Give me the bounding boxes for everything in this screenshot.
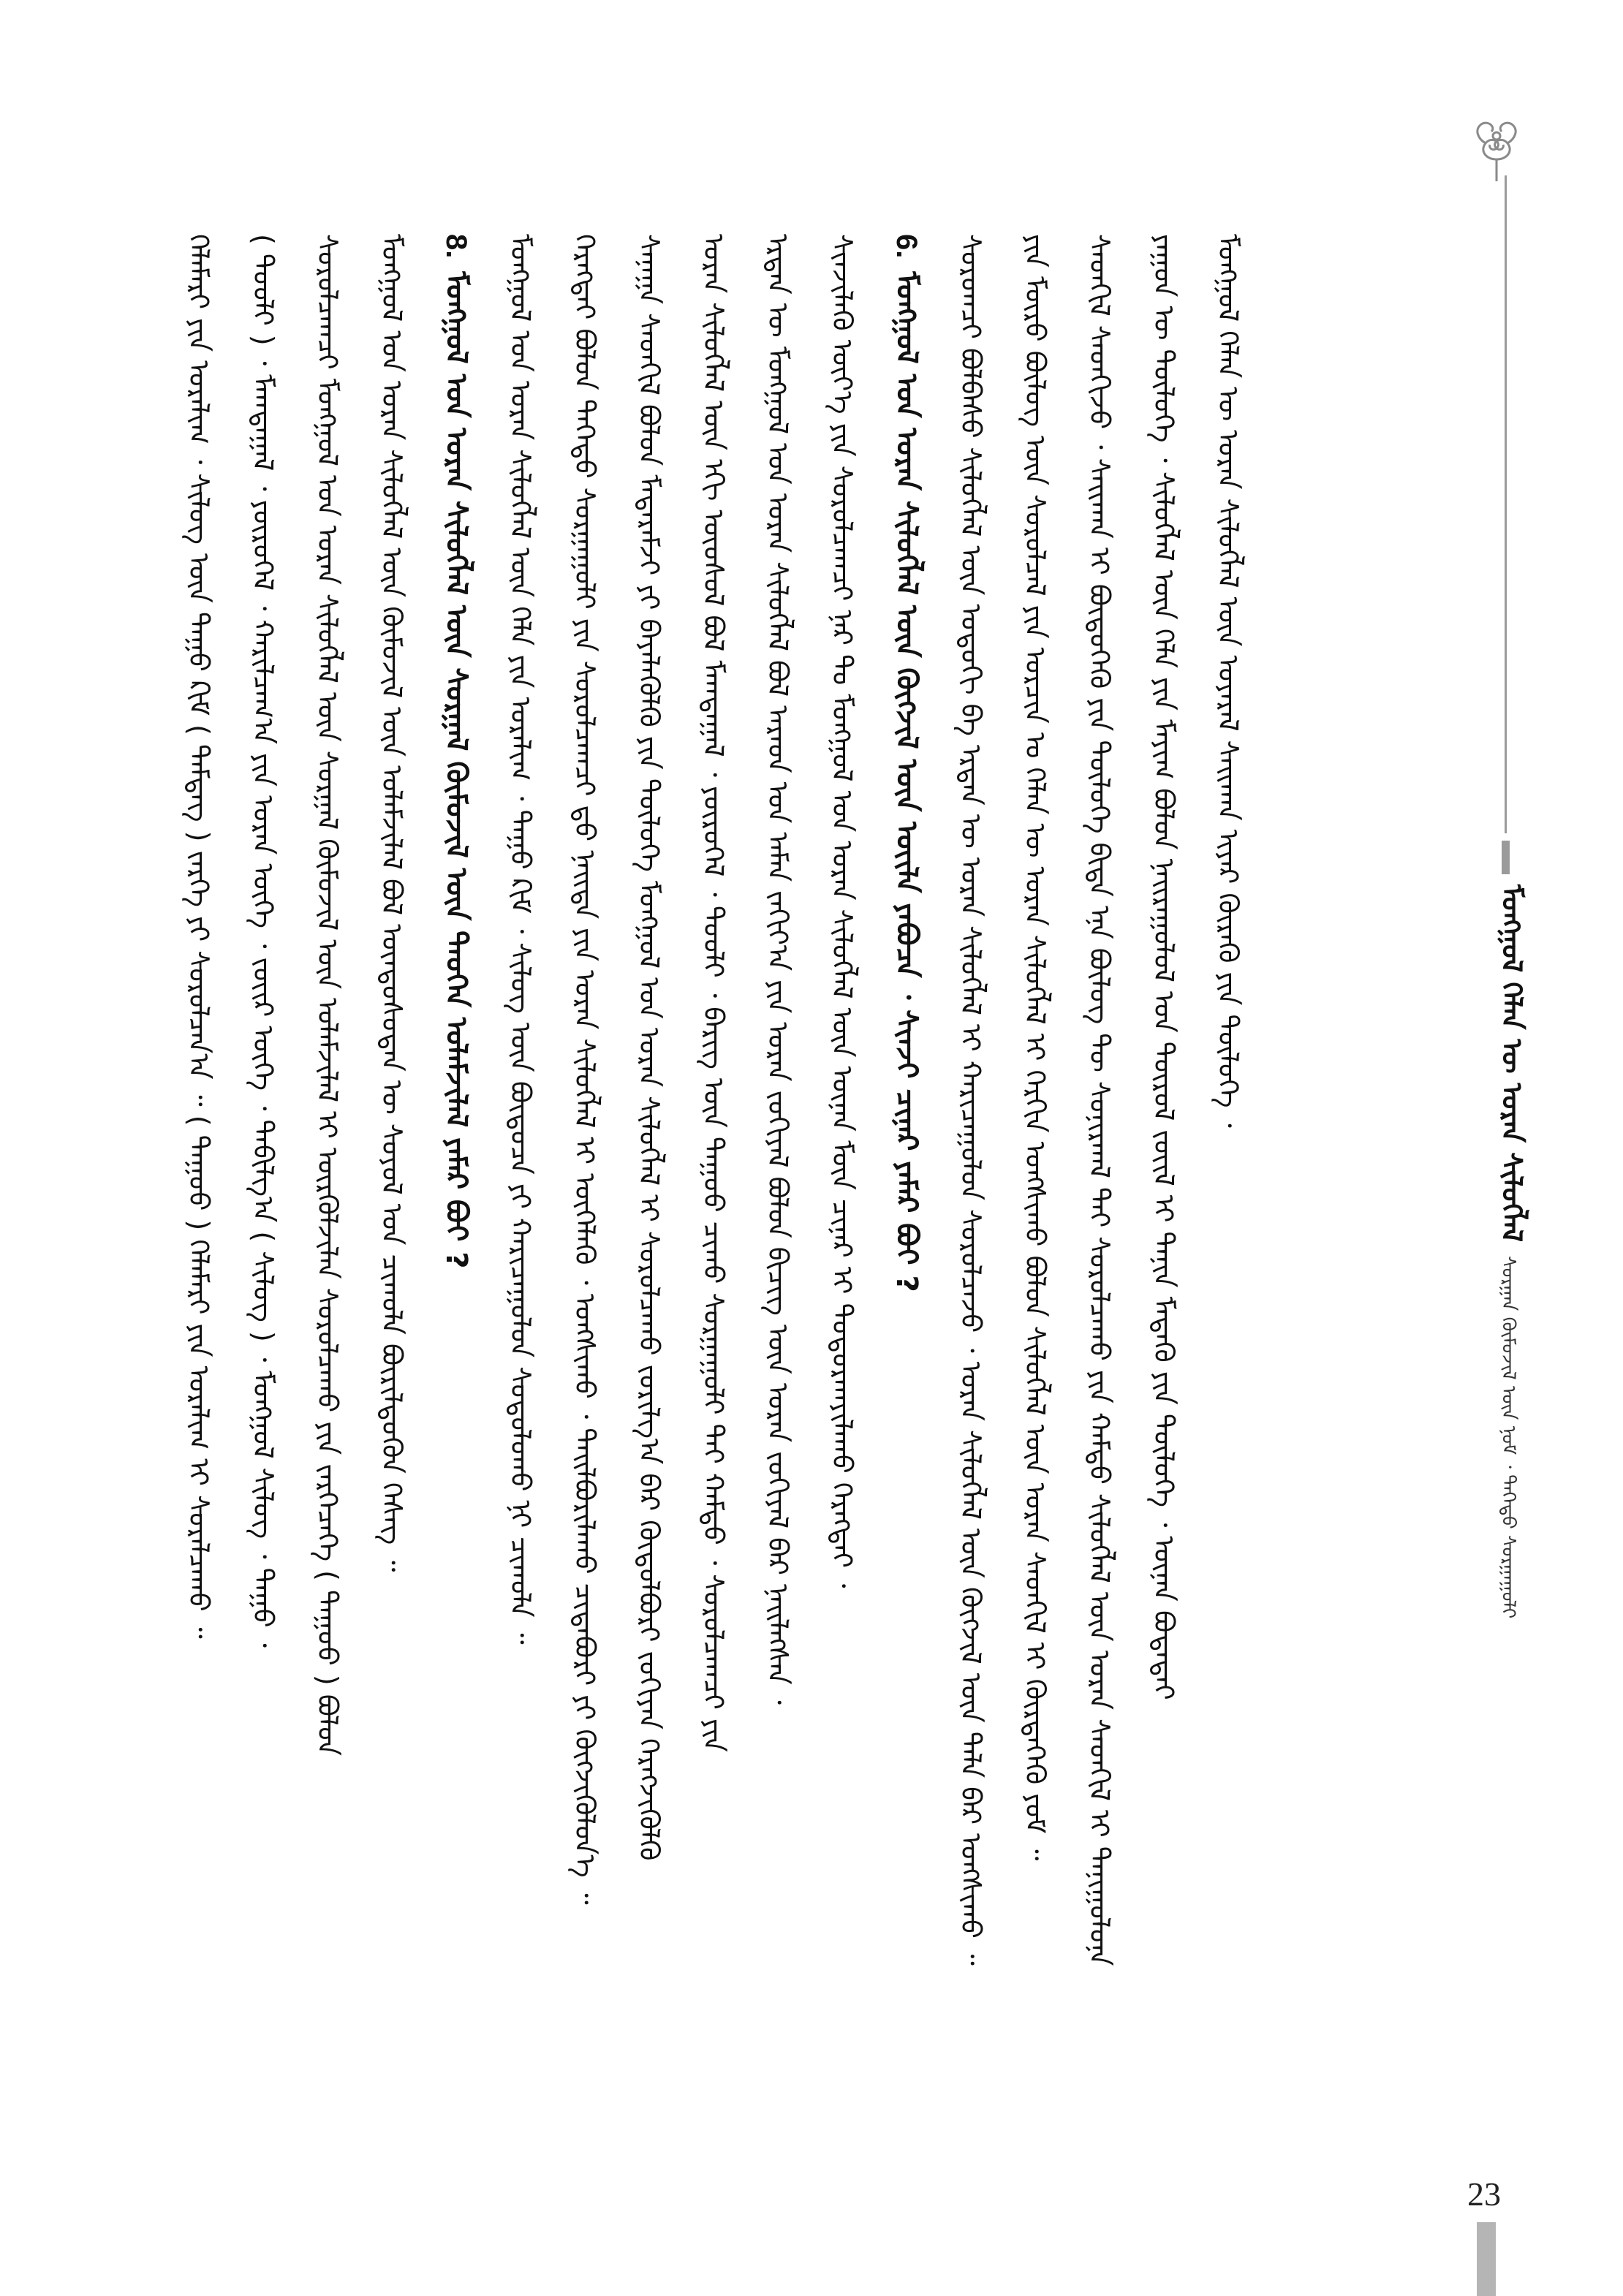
flourish-ornament-icon	[1464, 117, 1529, 183]
column-text	[306, 234, 349, 2164]
column-text	[1078, 234, 1121, 2164]
column-body: ᠰᠢᠨᠵᠢᠯᠡᠬᠦ ᠦᠶ᠎ᠡ ᠶᠢᠨ ᠰᠤᠷᠤᠯᠴᠠᠭᠴᠢ ᠨᠠᠷ ᠲᠤ ᠮᠣᠩᠭᠣᠯ ᠤᠨ ᠤᠷᠠᠨ ᠰᠢᠯᠦᠭᠯᠡᠯ ᠦᠨ ᠦᠨᠡᠨ ᠮᠥᠨ ᠴᠢᠨᠠᠷ ᠢ ᠲᠣᠳᠤᠷᠬᠠᠶᠢᠯᠠᠬᠤ ᠬᠡᠷᠡᠭᠲᠡᠢ ᠂	[826, 234, 858, 1588]
column-text	[434, 234, 478, 2164]
column-body: ᠶᠢᠨ ᠮᠥᠷᠥ ᠪᠦᠯᠦᠭ ᠦᠨ ᠰᠤᠷᠤᠯᠴᠠᠯ ᠶᠢᠨ ᠣᠷᠴᠢᠨ ᠤ ᠬᠡᠯᠡᠨ ᠦ ᠤᠷᠠᠨ ᠰᠢᠯᠦᠭᠯᠡᠯ ᠢ ᠬᠡᠷᠬᠢᠨ ᠤᠩᠰᠢᠬᠤ ᠪᠣᠯᠤᠨ ᠰᠢᠯᠦᠭᠯᠡᠯ ᠦᠨ ᠤᠷᠠᠨ ᠰᠡᠳᠬᠢᠯ ᠢ ᠬᠦᠷᠲᠡᠭᠡᠬᠦ ᠶᠤᠮ ᠃	[1019, 234, 1051, 1861]
column-text	[241, 234, 285, 2164]
column-text	[1206, 234, 1250, 2164]
running-head-text	[1491, 884, 1527, 2296]
text-column	[756, 234, 800, 2164]
text-column	[692, 234, 735, 2164]
column-body: ᠶᠠᠭᠤᠨ ᠦ ᠲᠥᠯᠥᠭᠡ ᠂ ᠰᠢᠯᠦᠭᠯᠡᠯ ᠦᠨ ᠬᠡᠯᠡ ᠶᠢᠨ ᠮᠠᠶᠢᠭ ᠪᠣᠯᠤᠨ ᠨᠠᠢᠷᠠᠭᠤᠯᠤᠯ ᠤᠨ ᠲᠥᠷᠥᠯ ᠵᠦᠢᠯ ᠢ ᠲᠠᠨᠢᠨ ᠮᠡᠳᠡᠬᠦ ᠶᠢᠨ ᠲᠥᠯᠥᠭᠡ ᠂ ᠦᠨᠡᠨ ᠪᠣᠳᠠᠲᠠᠢ	[1148, 234, 1180, 1700]
column-text	[885, 234, 928, 2164]
running-head	[1466, 884, 1528, 1619]
header-rule	[1505, 175, 1507, 833]
column-body: ᠮᠣᠩᠭᠣᠯ ᠬᠡᠯᠡᠨ ᠦ ᠤᠷᠠᠨ ᠰᠢᠯᠦᠭᠯᠡᠯ ᠦᠨ ᠤᠶᠠᠷᠠᠯ ᠰᠠᠢᠬᠠᠨ ᠢᠶᠠᠷ ᠬᠦᠷᠡᠬᠦ ᠶᠢᠨ ᠲᠥᠯᠥᠭᠡ ᠂	[1212, 234, 1244, 1128]
column-text	[692, 234, 735, 2164]
column-body: ᠮᠣᠩᠭᠣᠯ ᠤᠨ ᠤᠷᠠᠨ ᠰᠢᠯᠦᠭᠯᠡᠯ ᠦᠨ ᠬᠦᠮᠦᠵᠢᠯ ᠦᠨ ᠤᠯᠠᠮᠵᠢᠯᠠᠯ ᠪᠣᠯ ᠦᠨᠳᠦᠰᠦᠲᠡᠨ ᠦ ᠰᠣᠶᠣᠯ ᠤᠨ ᠴᠢᠬᠤᠯᠠ ᠪᠦᠷᠢᠯᠳᠦᠬᠦᠨ ᠬᠡᠰᠡᠭ ᠃	[376, 234, 408, 1572]
text-column	[563, 234, 607, 2164]
column-text	[1142, 234, 1186, 2164]
column-body: ᠤᠷᠠᠨ ᠰᠢᠯᠦᠭᠯᠡᠯ ᠦᠨ ᠡᠬᠢ ᠦᠦᠰᠦᠯ ᠪᠣᠯ ᠮᠠᠭᠲᠠᠭᠠᠯ ᠂ ᠶᠥᠷᠦᠭᠡᠯ ᠂ ᠲᠤᠤᠯᠢ ᠂ ᠪᠡᠷᠢᠭ ᠦᠨ ᠳᠠᠭᠤᠤ ᠴᠢᠬᠤ ᠰᠤᠷᠭᠠᠭᠤᠯᠢ ᠲᠠᠢ ᠬᠠᠮᠲᠤ ᠂ ᠰᠤᠷᠤᠯᠴᠠᠭᠴᠢ ᠶᠢᠨ	[697, 234, 730, 1752]
running-head-title: ᠮᠣᠩᠭᠣᠯ ᠬᠡᠯᠡᠨ ᠦ ᠤᠷᠠᠨ ᠰᠢᠯᠦᠭᠯᠡᠯ	[1496, 884, 1528, 1243]
column-body: ᠬᠡᠯᠡᠮᠡᠷᠢ ᠶᠢᠨ ᠤᠷᠠᠯᠢᠭ ᠂ ᠰᠢᠯᠦᠭ ᠦᠨ ᠳᠠᠭᠤ ᠺᠢᠮ ( ᠲᠡᠮᠳᠡᠭ ) ᠵᠡᠷᠭᠡ ᠶᠢ ᠰᠤᠷᠤᠯᠴᠠᠨ᠎ᠠ ᠃ ( ᠳᠠᠭᠤᠤ ) ᠬᠡᠯᠡᠮᠡᠷᠢ ᠶᠢᠨ ᠤᠷᠠᠯᠢᠭ ᠢ ᠰᠤᠷᠠᠯᠴᠠᠬᠤ ᠃	[183, 234, 215, 1639]
page-edge-tab	[1477, 2222, 1496, 2296]
column-text	[177, 234, 221, 2164]
column-body: ( ᠲᠤᠤᠯᠢ ) ᠂ ᠮᠠᠭᠲᠠᠭᠠᠯ ᠂ ᠶᠥᠷᠦᠭᠡᠯ ᠂ ᠬᠠᠷᠢᠯᠴᠠᠭ᠎ᠠ ᠶᠢᠨ ᠤᠷᠠᠨ ᠦᠭᠡ ᠂ ᠵᠦᠢᠷ ᠦᠭᠡ ᠂ ᠲᠠᠪᠢᠯᠭ᠎ᠠ ( ᠰᠢᠯᠦᠭ ) ᠂ ᠮᠣᠩᠭᠣᠯ ᠰᠢᠯᠦᠭ ᠂ ᠳᠠᠭᠤ ᠂	[247, 234, 279, 1648]
text-column	[499, 234, 542, 2164]
text-column	[370, 234, 414, 2164]
page-number: 23	[1467, 2175, 1501, 2213]
column-body: ᠡᠷᠲᠡᠨ ᠦ ᠮᠣᠩᠭᠣᠯ ᠤᠨ ᠤᠷᠠᠨ ᠰᠢᠯᠦᠭᠯᠡᠯ ᠪᠣᠯ ᠠᠷᠠᠳ ᠤᠨ ᠠᠮᠠᠨ ᠵᠠᠬᠢᠶ᠎ᠠ ᠶᠢᠨ ᠤᠷᠠᠨ ᠵᠣᠬᠢᠶᠠᠯ ᠪᠣᠯᠤᠨ ᠪᠢᠴᠢᠭ᠌ ᠦᠨ ᠤᠷᠠᠨ ᠵᠣᠬᠢᠶᠠᠯ ᠪᠠᠷ ᠨᠡᠢᠯᠡᠭᠰᠡᠨ ᠂	[762, 234, 794, 1705]
column-text	[1013, 234, 1057, 2164]
column-text	[370, 234, 414, 2164]
column-body: ᠰᠤᠷᠤᠯᠴᠠᠭᠴᠢ ᠮᠣᠩᠭᠣᠯ ᠤᠨ ᠤᠷᠠᠨ ᠰᠢᠯᠦᠭᠯᠡᠯ ᠦᠨ ᠰᠤᠷᠭᠠᠯ ᠬᠥᠮᠥᠵᠢᠯ ᠦᠨ ᠤᠯᠠᠮᠵᠢᠯᠠᠯ ᠢ ᠦᠷᠭᠦᠯᠵᠢᠯᠡᠨ ᠰᠤᠷᠤᠯᠴᠠᠬᠤ ᠶᠢᠨ ᠵᠡᠷᠭᠡᠴᠡᠭᠡ ( ᠳᠠᠭᠤᠤ ) ᠪᠣᠯᠤᠨ	[311, 234, 344, 1756]
text-column	[1078, 234, 1121, 2164]
question-number: 8.	[440, 234, 472, 259]
column-text	[949, 234, 993, 2164]
running-head-subtitle: ᠰᠤᠷᠭᠠᠨ ᠬᠦᠮᠦᠵᠢᠯ ᠦᠨ ᠨᠣᠮ ᠂ ᠳᠡᠭᠡᠳᠦ ᠰᠤᠷᠭᠠᠭᠤᠯᠢ	[1497, 1256, 1519, 1619]
column-text	[499, 234, 542, 2164]
text-column	[1142, 234, 1186, 2164]
text-column	[241, 234, 285, 2164]
column-body: ᠰᠤᠷᠤᠭᠴᠢ ᠪᠣᠯᠪᠠᠰᠤ ᠰᠢᠯᠦᠭᠯᠡᠯ ᠦᠨ ᠣᠳᠣᠬᠢ ᠪᠠ ᠡᠷᠲᠡᠨ ᠦ ᠤᠷᠠᠨ ᠰᠢᠯᠦᠭᠯᠡᠯ ᠢ ᠬᠠᠷᠢᠴᠠᠭᠤᠯᠤᠨ ᠰᠤᠷᠤᠯᠴᠠᠵᠤ ᠂ ᠤᠷᠠᠨ ᠰᠢᠯᠦᠭᠯᠡᠯ ᠦᠨ ᠬᠥᠭᠵᠢᠯ ᠦᠨ ᠲᠠᠯᠠ ᠪᠠᠷ ᠤᠩᠰᠢᠬᠤ ᠃	[955, 234, 987, 1966]
text-column	[177, 234, 221, 2164]
question-number: 6.	[890, 234, 923, 259]
column-body: ᠮᠣᠩᠭᠣᠯ ᠤᠨ ᠤᠷᠠᠨ ᠰᠢᠯᠦᠭᠯᠡᠯ ᠦᠨ ᠰᠤᠷᠭᠠᠯ ᠬᠥᠮᠥᠵᠢᠯ ᠦᠨ ᠲᠡᠤᠬᠡᠨ ᠤᠯᠠᠮᠵᠢᠯᠠᠯ ᠶᠠᠮᠠᠷ ᠪᠣᠢ ?	[439, 271, 473, 1269]
column-text	[563, 234, 607, 2164]
text-column	[306, 234, 349, 2164]
text-column	[1206, 234, 1250, 2164]
text-column	[820, 234, 864, 2164]
question-heading-column	[434, 234, 478, 2164]
column-text	[627, 234, 671, 2164]
question-heading-column	[885, 234, 928, 2164]
column-text	[820, 234, 864, 2164]
header-dash	[1502, 841, 1510, 874]
column-body: ᠰᠠᠨᠠᠭᠠ ᠰᠡᠳᠬᠢᠯ ᠪᠣᠯᠤᠨ ᠮᠡᠳᠡᠷᠡᠮᠵᠢ ᠶᠢ ᠪᠡᠶᠡᠯᠡᠭᠦᠯᠬᠦ ᠶᠢᠨ ᠲᠥᠯᠥᠭᠡ ᠮᠣᠩᠭᠣᠯ ᠤᠨ ᠤᠷᠠᠨ ᠰᠢᠯᠦᠭᠯᠡᠯ ᠢ ᠰᠤᠷᠤᠯᠴᠠᠬᠤ ᠵᠤᠷᠢᠯᠭ᠎ᠠ ᠪᠠᠷ ᠬᠥᠲᠦᠯᠪᠦᠷᠢ ᠵᠣᠬᠢᠶᠠᠨ ᠬᠡᠷᠡᠭᠵᠢᠭᠦᠯᠬᠦ	[633, 234, 665, 1861]
column-body: ᠮᠣᠩᠭᠣᠯ ᠤᠨ ᠤᠷᠠᠨ ᠰᠢᠯᠦᠭᠯᠡᠯ ᠦᠨ ᠬᠥᠭᠵᠢᠯ ᠦᠨ ᠦᠢᠯᠡ ᠶᠠᠪᠤᠴᠠ ᠂ ᠰᠢᠨᠵᠢ ᠴᠢᠨᠠᠷ ᠶᠠᠮᠠᠷ ᠪᠣᠢ ?	[890, 271, 923, 1292]
text-column	[949, 234, 993, 2164]
text-column	[1013, 234, 1057, 2164]
column-body: ᠮᠣᠩᠭᠣᠯ ᠤᠨ ᠤᠷᠠᠨ ᠰᠢᠯᠦᠭᠯᠡᠯ ᠦᠨ ᠬᠡᠯᠡ ᠶᠢᠨ ᠤᠷᠠᠯᠢᠭ ᠂ ᠳᠠᠭᠤ ᠺᠢᠮ ᠂ ᠰᠢᠯᠦᠭ ᠦᠨ ᠪᠦᠲᠦᠴᠡ ᠶᠢ ᠬᠠᠷᠢᠴᠠᠭᠤᠯᠤᠨ ᠰᠤᠳᠤᠯᠤᠬᠤ ᠨᠢ ᠴᠢᠬᠤᠯᠠ ᠃	[504, 234, 537, 1645]
text-column	[627, 234, 671, 2164]
column-text	[756, 234, 800, 2164]
column-body: ᠰᠡᠳᠬᠢᠯ ᠰᠡᠳᠬᠢᠵᠦ ᠂ ᠰᠠᠢᠬᠠᠨ ᠢ ᠪᠦᠲᠦᠭᠡᠬᠦ ᠶᠢᠨ ᠲᠥᠯᠥᠭᠡ ᠪᠢᠳᠡ ᠡᠨᠡ ᠪᠦᠯᠦᠭ ᠲᠦ ᠰᠣᠨᠢᠷᠬᠠᠯ ᠲᠠᠢ ᠰᠤᠷᠤᠯᠴᠠᠬᠤ ᠶᠢᠨ ᠬᠠᠮᠲᠤ ᠰᠢᠯᠦᠭᠯᠡᠯ ᠦᠨ ᠤᠷᠠᠨ ᠰᠡᠳᠬᠢᠯ ᠢ ᠲᠠᠨᠢᠭᠤᠯᠤᠨᠠ	[1083, 234, 1116, 1966]
column-body: ᠬᠡᠷᠡᠭᠲᠡᠢ ᠪᠣᠯᠤᠨ ᠳᠡᠭᠡᠳᠦ ᠰᠤᠷᠭᠠᠭᠤᠯᠢ ᠶᠢᠨ ᠰᠤᠷᠤᠯᠴᠠᠭᠴᠢ ᠳ᠋ᠤ ᠨᠡᠢᠲᠡ ᠶᠢᠨ ᠤᠷᠠᠨ ᠰᠢᠯᠦᠭᠯᠡᠯ ᠢ ᠦᠭᠡᠯᠡᠬᠦ ᠂ ᠤᠩᠰᠢᠬᠤ ᠂ ᠲᠠᠢᠯᠪᠤᠷᠢᠯᠠᠬᠤ ᠴᠢᠳᠠᠪᠤᠷᠢ ᠶᠢ ᠬᠥᠭᠵᠢᠭᠦᠯᠦᠨ᠎ᠡ ᠃	[569, 234, 601, 1905]
